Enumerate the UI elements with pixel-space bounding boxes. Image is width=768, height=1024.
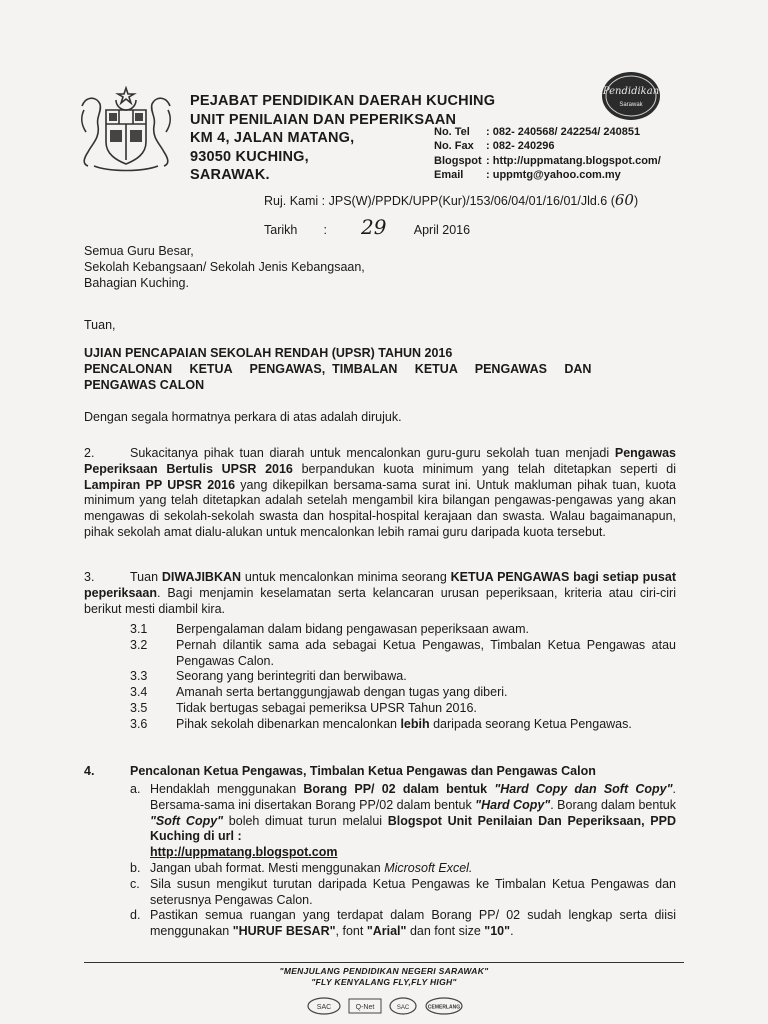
- para2-text-3: yang dikepilkan bersama-sama surat ini. Untuk makluman pihak tuan, kuota minimum yang telah ditetapkan adalah setelah mengambil kira bilangan pengawas-pengawas yang akan mengawas di sekolah-sekolah swasta dan hospital-hospital kerajaan dan swasta. Walau bagaimanapun, pihak sekolah amat dialu-alukan untuk mencalonkan lebih ramai guru daripada kuota tersebut.: [84, 477, 677, 539]
- footer-motto-2: "FLY KENYALANG FLY,FLY HIGH": [311, 977, 457, 987]
- criteria-item: [130, 669, 676, 685]
- item-a-bolditalic-2: "Hard Copy": [475, 797, 551, 812]
- recipient-block: [84, 244, 365, 291]
- criteria-number: 3.2: [130, 637, 148, 652]
- tarikh-day-handwritten: 29: [360, 215, 387, 239]
- footer-motto-1: "MENJULANG PENDIDIKAN NEGERI SARAWAK": [279, 966, 489, 976]
- criteria-item: [130, 622, 676, 638]
- ruj-value: : JPS(W)/PPDK/UPP(Kur)/153/06/04/01/16/01/Jld.6 (: [321, 194, 615, 208]
- letterhead-office: PEJABAT PENDIDIKAN DAERAH KUCHING: [190, 93, 496, 109]
- para4-item-d: [130, 908, 676, 940]
- coat-of-arms-logo: [76, 86, 176, 172]
- item-letter: b.: [130, 860, 141, 875]
- para2-text-1: Sukacitanya pihak tuan diarah untuk mencalonkan guru-guru sekolah tuan menjadi: [130, 446, 615, 460]
- item-letter: c.: [130, 876, 140, 891]
- item-a-bolditalic-1: "Hard Copy dan Soft Copy": [494, 782, 673, 796]
- criteria-36-text-1: Pihak sekolah dibenarkan mencalonkan: [176, 716, 401, 731]
- recipient-line-3: Bahagian Kuching.: [84, 275, 189, 290]
- criteria-number: 3.5: [130, 700, 148, 715]
- email-label: Email: [434, 168, 464, 181]
- item-d-bold-1: "HURUF BESAR": [232, 924, 336, 939]
- email-value: : uppmtg@yahoo.com.my: [486, 168, 621, 181]
- para2-number: 2.: [84, 446, 95, 460]
- paragraph-3: [84, 570, 676, 617]
- letterhead-address-3: SARAWAK.: [190, 167, 270, 183]
- letterhead-address-2: 93050 KUCHING,: [190, 148, 309, 165]
- item-d-bold-3: "10": [484, 924, 511, 939]
- footer-divider: [84, 962, 684, 963]
- criteria-text: Berpengalaman dalam bidang pengawasan peperiksaan awam.: [176, 622, 530, 636]
- footer-logo-sac2-text: SAC: [396, 1005, 410, 1011]
- ruj-close: ): [633, 194, 639, 208]
- tel-value: : 082- 240568/ 242254/ 240851: [486, 126, 641, 138]
- para2-bold-2: Lampiran PP UPSR 2016: [84, 477, 236, 492]
- footer-logo-sac2-icon: [388, 996, 418, 1016]
- para4-item-b: [130, 861, 676, 877]
- para3-bold-1: DIWAJIBKAN: [161, 570, 242, 584]
- paragraph-2: [84, 446, 676, 541]
- contact-block: [434, 125, 661, 182]
- item-a-text-3: . Borang dalam bentuk: [550, 797, 677, 812]
- item-c-text: Sila susun mengikut turutan daripada Ketua Pengawas ke Timbalan Ketua Pengawas dan seterusnya Pengawas Calon.: [150, 876, 676, 907]
- para3-text-1: Tuan: [130, 570, 162, 584]
- para2-bold-1: Pengawas Peperiksaan Bertulis UPSR 2016: [84, 446, 676, 476]
- para3-number: 3.: [84, 570, 95, 584]
- footer-logo-sac-icon: [306, 996, 342, 1016]
- item-a-bold-2: Blogspot Unit Penilaian Dan Peperiksaan, PPD Kuching di url :: [150, 813, 676, 844]
- footer-logo-sac-text: SAC: [316, 1004, 332, 1011]
- salutation: Tuan,: [84, 318, 116, 332]
- criteria-text: Pernah dilantik sama ada sebagai Ketua Pengawas, Timbalan Ketua Pengawas atau Pengawas Calon.: [176, 637, 676, 668]
- tarikh-label: Tarikh: [264, 223, 298, 237]
- para3-text-3: . Bagi menjamin keselamatan serta kelancaran urusan peperiksaan, kriteria atau ciri-ciri berikut mesti diambil kira.: [84, 585, 676, 616]
- logo-text-pendidikan: Pendidikan: [602, 86, 660, 97]
- item-d-text-2: , font: [335, 924, 367, 939]
- criteria-36-text-2: daripada seorang Ketua Pengawas.: [429, 716, 632, 731]
- criteria-number: 3.6: [130, 716, 148, 731]
- tarikh-colon: :: [323, 223, 327, 237]
- footer-logo-cemerlang-icon: [424, 996, 464, 1016]
- criteria-36-bold: lebih: [400, 716, 430, 731]
- item-a-text-4: boleh dimuat turun melalui: [223, 813, 388, 828]
- footer-logo-qnet-icon: [348, 996, 382, 1016]
- para4-item-c: [130, 877, 676, 909]
- criteria-list: [130, 622, 676, 733]
- letterhead-address-1: KM 4, JALAN MATANG,: [190, 130, 355, 146]
- recipient-line-2: Sekolah Kebangsaan/ Sekolah Jenis Kebangsaan,: [84, 259, 365, 274]
- reference-line: [264, 193, 638, 210]
- para3-bold-2: KETUA PENGAWAS bagi setiap pusat peperiksaan: [84, 570, 676, 600]
- item-b-text: Jangan ubah format. Mesti menggunakan: [150, 860, 385, 875]
- tel-label: No. Tel: [434, 126, 470, 138]
- item-letter: d.: [130, 908, 141, 923]
- ruj-label: Ruj. Kami: [264, 194, 319, 208]
- item-d-text-3: dan font size: [406, 924, 485, 939]
- item-b-italic: Microsoft Excel.: [384, 860, 473, 875]
- item-a-text-2: . Bersama-sama ini disertakan Borang PP/02 dalam bentuk: [150, 782, 676, 812]
- tarikh-month-year: April 2016: [413, 223, 471, 237]
- criteria-item: [130, 701, 676, 717]
- item-a-text-1: Hendaklah menggunakan: [150, 782, 304, 796]
- item-a-bolditalic-3: "Soft Copy": [150, 813, 224, 828]
- blog-label: Blogspot: [434, 154, 482, 167]
- para4-heading: Pencalonan Ketua Pengawas, Timbalan Ketua Pengawas dan Pengawas Calon: [130, 764, 596, 778]
- pendidikan-sarawak-logo: [600, 70, 662, 122]
- blog-value: : http://uppmatang.blogspot.com/: [486, 154, 661, 167]
- para4-heading-row: [84, 764, 684, 780]
- criteria-number: 3.1: [130, 622, 148, 636]
- recipient-line-1: Semua Guru Besar,: [84, 244, 194, 258]
- item-d-bold-2: "Arial": [366, 924, 407, 939]
- footer-motto: [84, 966, 684, 988]
- criteria-number: 3.4: [130, 685, 148, 700]
- criteria-item: [130, 685, 676, 701]
- subject-block: [84, 346, 676, 393]
- footer-logo-cemerlang-text: CEMERLANG: [427, 1004, 461, 1011]
- criteria-item: [130, 638, 676, 670]
- fax-value: : 082- 240296: [486, 140, 555, 153]
- footer-logos: [300, 994, 470, 1018]
- criteria-number: 3.3: [130, 669, 148, 684]
- footer-logo-qnet-text: Q-Net: [355, 1004, 375, 1011]
- logo-text-sarawak: Sarawak: [619, 102, 643, 108]
- criteria-text: Tidak bertugas sebagai pemeriksa UPSR Tahun 2016.: [176, 700, 477, 715]
- subject-line-1: UJIAN PENCAPAIAN SEKOLAH RENDAH (UPSR) TAHUN 2016: [84, 346, 453, 360]
- subject-line-2: PENCALONAN KETUA PENGAWAS, TIMBALAN KETUA PENGAWAS DAN: [84, 361, 592, 376]
- item-d-text-4: .: [510, 924, 514, 939]
- item-letter: a.: [130, 782, 141, 796]
- para4-number: 4.: [84, 764, 95, 778]
- para4-list: [130, 782, 676, 940]
- ruj-handwritten: 60: [614, 191, 634, 209]
- item-a-bold-1: Borang PP/ 02 dalam bentuk: [303, 782, 495, 796]
- intro-paragraph: Dengan segala hormatnya perkara di atas adalah dirujuk.: [84, 410, 402, 424]
- para3-text-2: untuk mencalonkan minima seorang: [241, 570, 451, 584]
- subject-line-3: PENGAWAS CALON: [84, 377, 205, 392]
- fax-label: No. Fax: [434, 140, 474, 153]
- item-d-text-1: Pastikan semua ruangan yang terdapat dalam Borang PP/ 02 sudah lengkap serta diisi menggunakan: [150, 908, 676, 939]
- blogspot-link[interactable]: http://uppmatang.blogspot.com: [150, 845, 338, 860]
- criteria-item: [130, 717, 676, 733]
- letterhead-unit: UNIT PENILAIAN DAN PEPERIKSAAN: [190, 111, 457, 128]
- criteria-text: Amanah serta bertanggungjawab dengan tugas yang diberi.: [176, 685, 508, 700]
- date-line: [264, 215, 471, 239]
- criteria-text: Seorang yang berintegriti dan berwibawa.: [176, 669, 407, 684]
- para4-item-a: [130, 782, 676, 861]
- para2-text-2: berpandukan kuota minimum yang telah ditetapkan seperti di: [292, 461, 677, 476]
